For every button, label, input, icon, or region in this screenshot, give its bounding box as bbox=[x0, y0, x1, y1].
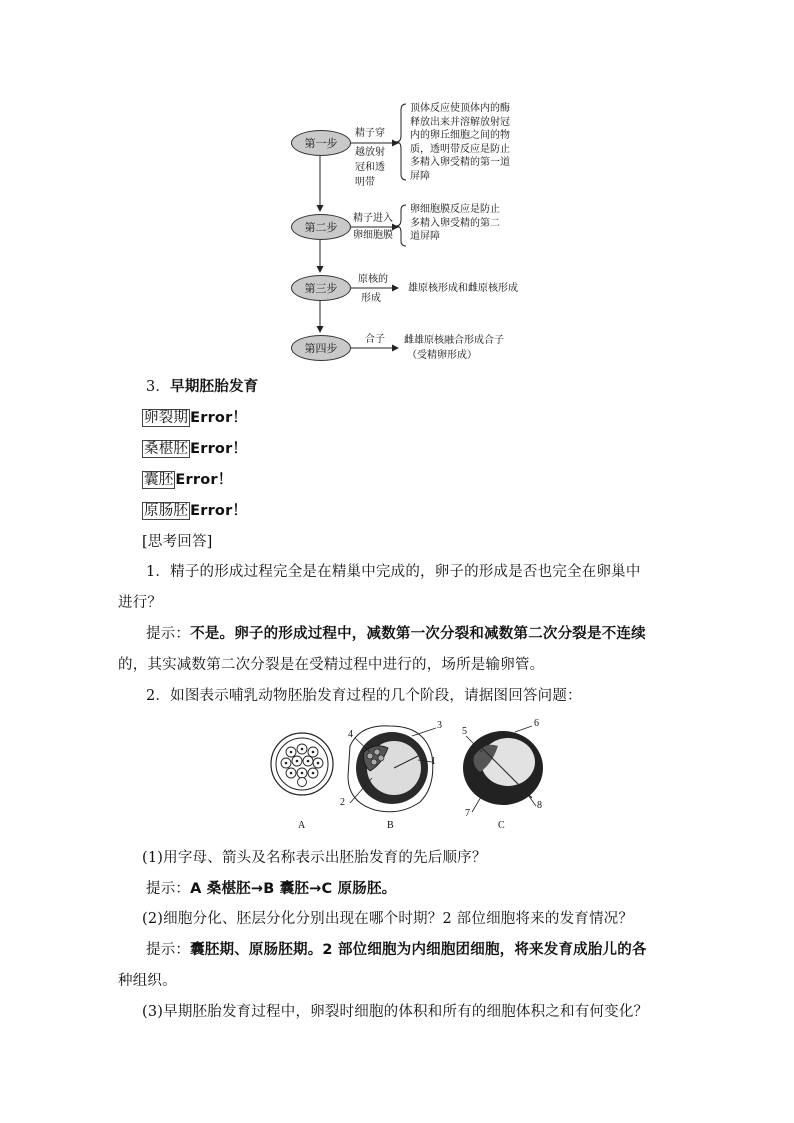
sub-answer-2-cont: 种组织。 bbox=[118, 973, 177, 989]
stage-row-2 bbox=[142, 437, 247, 458]
question-1: 1．精子的形成过程完全是在精巢中完成的，卵子的形成是否也完全在卵巢中 bbox=[146, 564, 641, 580]
action-line: 精子穿 bbox=[355, 128, 385, 139]
flow-step-1-result bbox=[410, 102, 510, 183]
flow-step-label: 第一步 bbox=[304, 137, 338, 150]
result-line: （受精卵形成） bbox=[407, 350, 477, 361]
flow-step-4 bbox=[291, 335, 351, 361]
result-line: 多精入卵受精的第一道 bbox=[410, 157, 510, 168]
figure-number-7: 7 bbox=[465, 808, 470, 819]
flowchart-connectors bbox=[0, 0, 794, 370]
figure-number-3: 3 bbox=[437, 720, 442, 731]
flow-step-label: 第四步 bbox=[304, 342, 338, 355]
result-line: 屏障 bbox=[410, 170, 430, 182]
error-text: Error！ bbox=[190, 410, 248, 426]
result-line: 顶体反应使顶体内的酶 bbox=[410, 103, 510, 114]
answer-1-cont: 的，其实减数第二次分裂是在受精过程中进行的，场所是输卵管。 bbox=[118, 657, 545, 673]
action-line: 合子 bbox=[365, 334, 385, 345]
question-2: 2．如图表示哺乳动物胚胎发育过程的几个阶段，请据图回答问题： bbox=[146, 688, 582, 704]
result-line: 质，透明带反应是防止 bbox=[410, 143, 510, 155]
section-heading bbox=[146, 375, 258, 396]
hint-prefix: 提示： bbox=[146, 626, 191, 642]
figure-number-2: 2 bbox=[340, 797, 345, 808]
flow-step-4-result bbox=[404, 333, 504, 363]
result-line: 内的卵丘细胞之间的物 bbox=[410, 130, 510, 141]
stage-row-1 bbox=[142, 406, 247, 427]
result-line: 雄原核形成和雌原核形成 bbox=[408, 283, 518, 294]
sub-question-3: (3)早期胚胎发育过程中，卵裂时细胞的体积和所有的细胞体积之和有何变化？ bbox=[142, 1004, 649, 1020]
sub-answer-1 bbox=[146, 877, 396, 898]
flow-step-2-result bbox=[410, 203, 500, 244]
answer-text: 不是。卵子的形成过程中，减数第一次分裂和减数第二次分裂是不连续 bbox=[190, 626, 646, 642]
stage-name-box: 卵裂期 bbox=[144, 410, 189, 426]
action-line: 冠和透 bbox=[355, 162, 385, 173]
panel-label-c: C bbox=[498, 820, 505, 831]
error-text: Error！ bbox=[190, 441, 248, 457]
result-line: 卵细胞膜反应是防止 bbox=[410, 204, 500, 215]
action-line: 精子进入 bbox=[353, 213, 393, 224]
flow-step-label: 第三步 bbox=[304, 282, 338, 295]
flow-step-3-action bbox=[358, 272, 388, 306]
answer-text: 囊胚期、原肠胚期。2 部位细胞为内细胞团细胞，将来发育成胎儿的各 bbox=[190, 942, 647, 958]
flow-step-2 bbox=[291, 214, 351, 240]
flow-step-3-result bbox=[408, 281, 518, 296]
result-line: 道屏障 bbox=[410, 231, 440, 242]
action-line: 原核的 bbox=[358, 274, 388, 285]
flow-step-label: 第二步 bbox=[304, 221, 338, 234]
figure-number-8: 8 bbox=[537, 800, 542, 811]
flow-step-4-action bbox=[365, 332, 385, 347]
sub-question-1: (1)用字母、箭头及名称表示出胚胎发育的先后顺序？ bbox=[142, 850, 487, 866]
hint-prefix: 提示： bbox=[146, 881, 191, 897]
figure-number-5: 5 bbox=[462, 726, 467, 737]
error-text: Error！ bbox=[175, 472, 233, 488]
action-line: 明带 bbox=[355, 177, 375, 188]
figure-number-4: 4 bbox=[348, 729, 353, 740]
error-text: Error！ bbox=[190, 503, 248, 519]
flow-step-1 bbox=[291, 130, 351, 156]
stage-name-box: 原肠胚 bbox=[144, 503, 189, 519]
action-line: 卵细胞膜 bbox=[353, 230, 393, 241]
answer-1 bbox=[146, 622, 646, 643]
result-line: 多精入卵受精的第二 bbox=[410, 217, 500, 229]
flow-step-1-action bbox=[355, 126, 385, 190]
sub-answer-2 bbox=[146, 938, 647, 959]
stage-row-3 bbox=[142, 468, 232, 489]
heading-text: 早期胚胎发育 bbox=[170, 379, 259, 395]
flow-step-3 bbox=[291, 275, 351, 301]
stage-name-box: 囊胚 bbox=[144, 472, 174, 488]
figure-number-1: 1 bbox=[431, 756, 436, 767]
figure-number-6: 6 bbox=[534, 718, 539, 729]
stage-name-box: 桑椹胚 bbox=[144, 441, 189, 457]
result-line: 雌雄原核融合形成合子 bbox=[404, 335, 504, 346]
action-line: 形成 bbox=[361, 293, 381, 304]
result-line: 释放出来并溶解放射冠 bbox=[410, 116, 510, 128]
panel-label-b: B bbox=[387, 820, 394, 831]
stage-row-4 bbox=[142, 499, 247, 520]
heading-number: 3． bbox=[146, 379, 171, 395]
hint-prefix: 提示： bbox=[146, 942, 191, 958]
flow-step-2-action bbox=[353, 211, 393, 243]
embryo-stages-illustration bbox=[260, 716, 560, 836]
action-line: 越放射 bbox=[355, 147, 385, 158]
sub-question-2: (2)细胞分化、胚层分化分别出现在哪个时期？2 部位细胞将来的发育情况？ bbox=[142, 911, 634, 927]
question-1-cont: 进行？ bbox=[118, 595, 163, 611]
answer-text: A 桑椹胚→B 囊胚→C 原肠胚。 bbox=[190, 881, 397, 897]
panel-label-a: A bbox=[298, 820, 306, 831]
think-tag: [思考回答] bbox=[142, 534, 213, 550]
